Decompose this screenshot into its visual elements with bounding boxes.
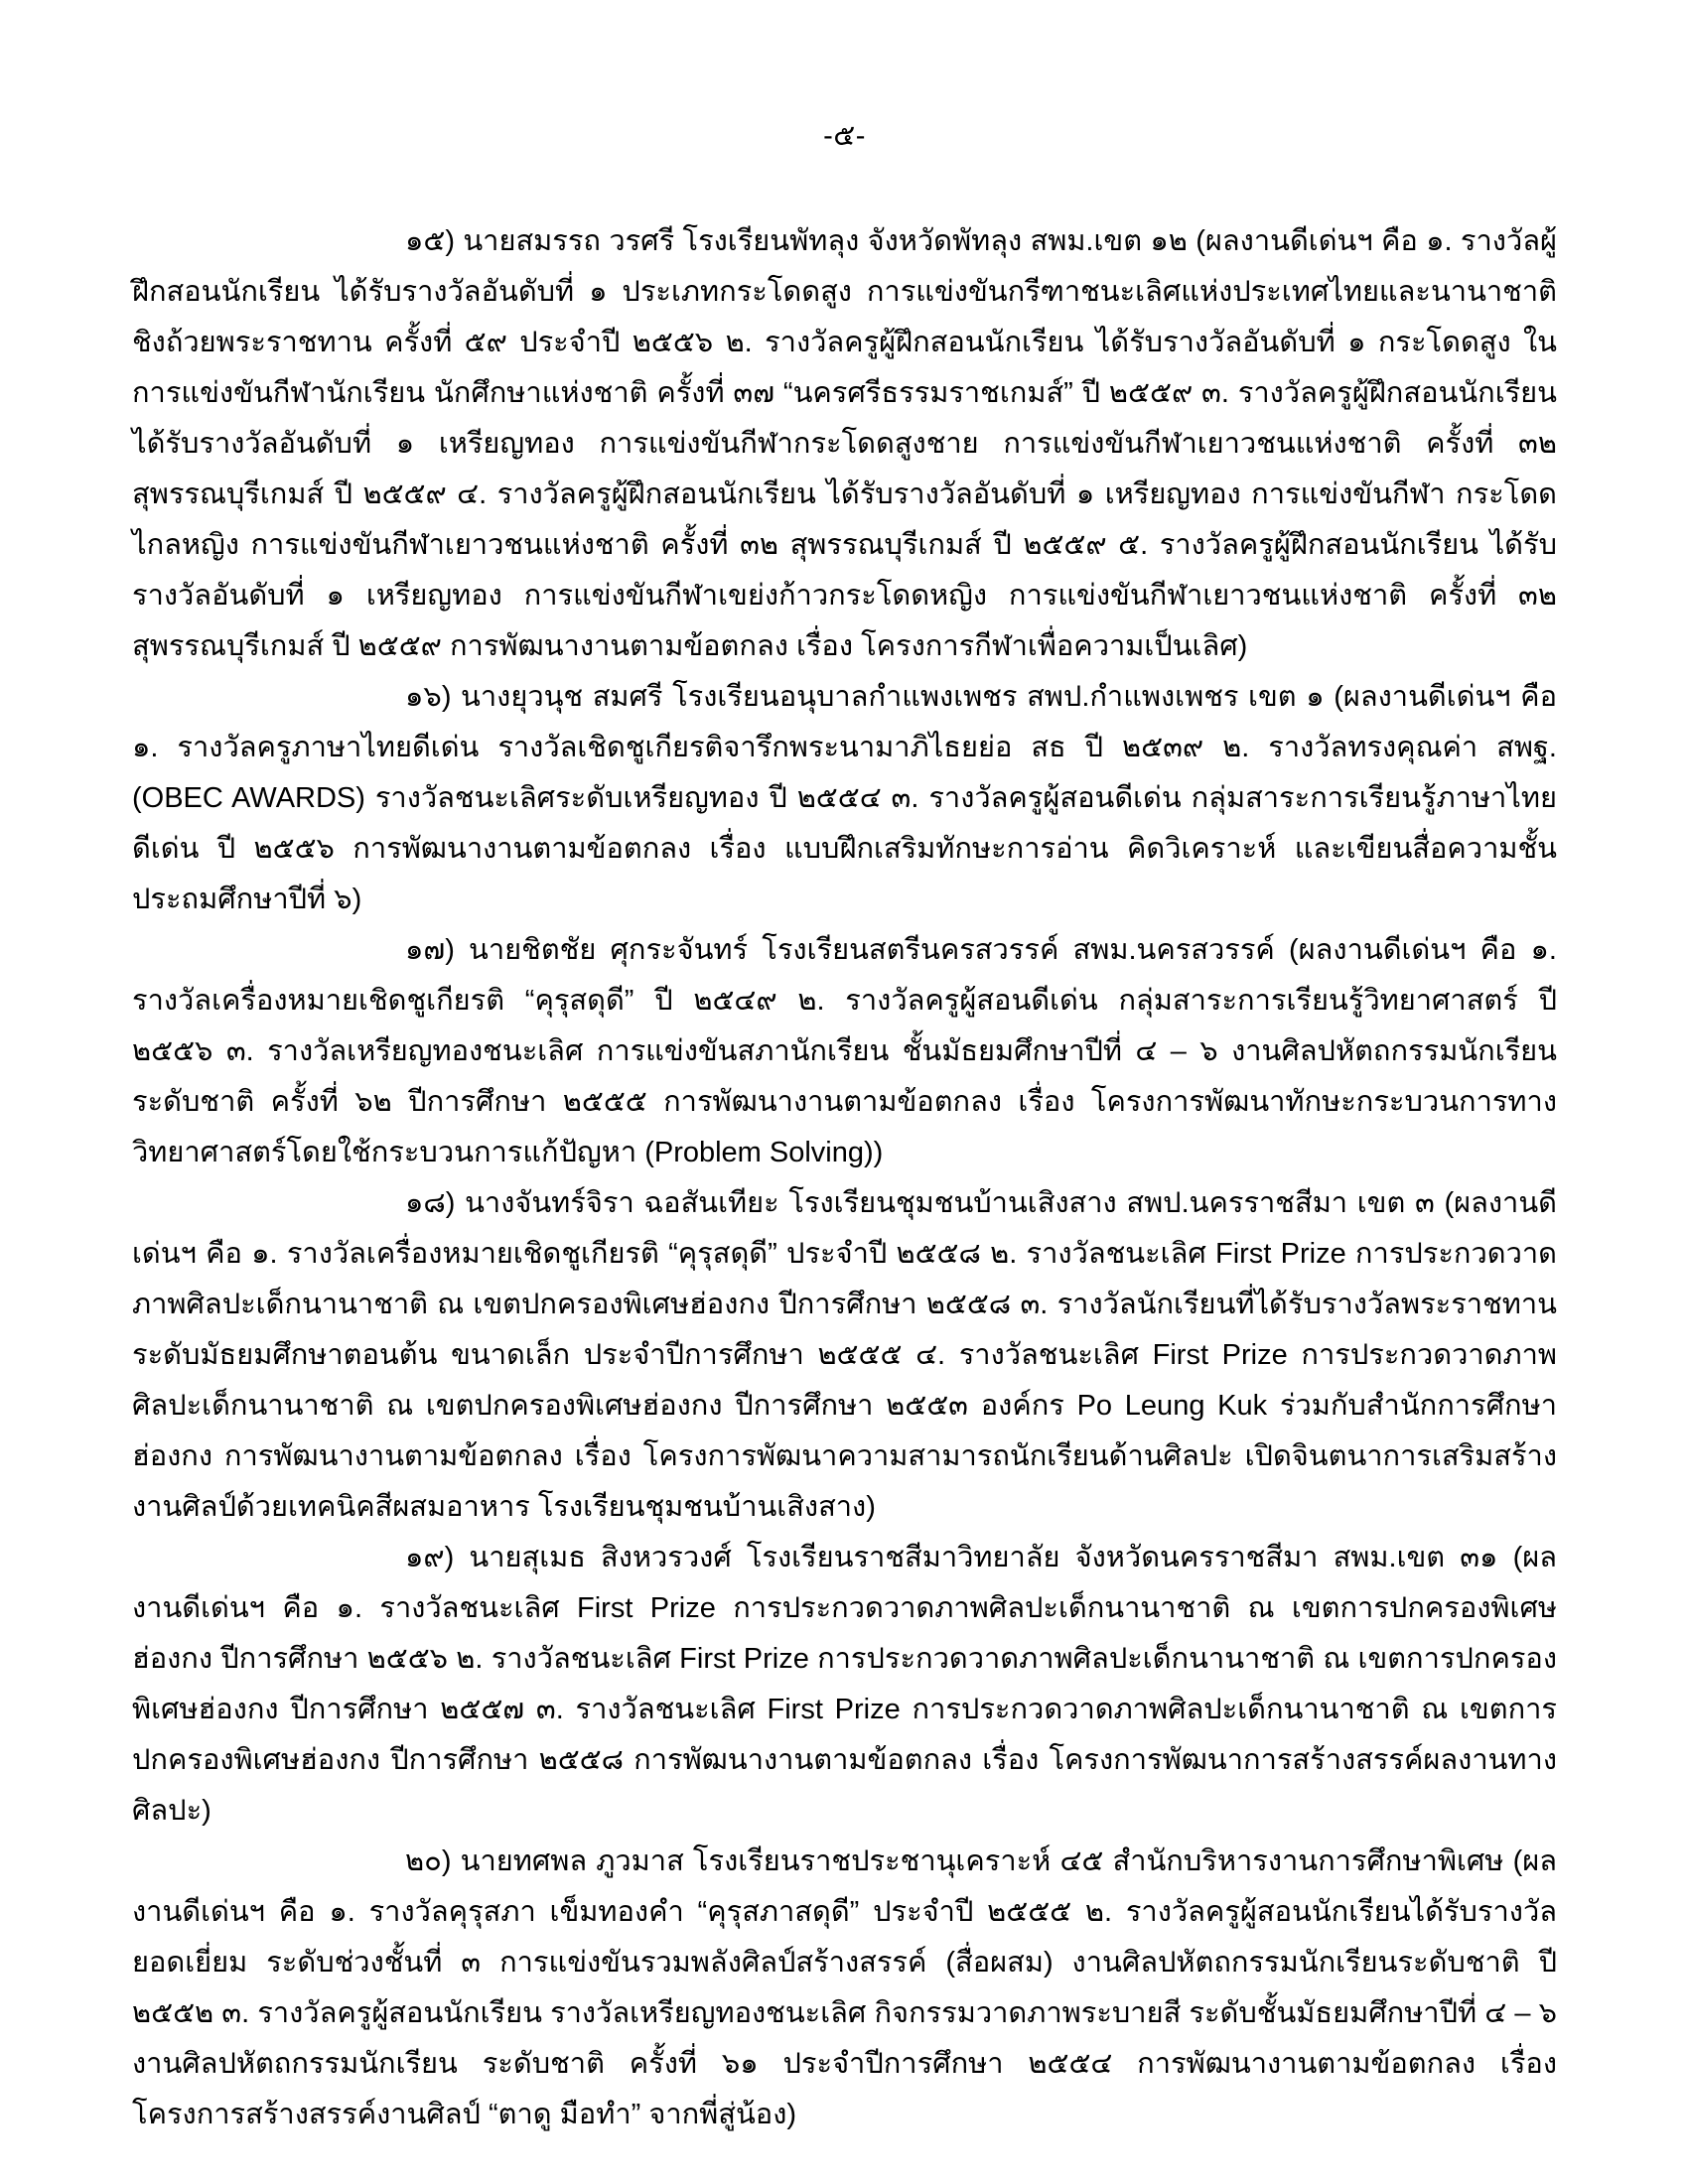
paragraph-item-16: ๑๖) นางยุวนุช สมศรี โรงเรียนอนุบาลกำแพงเพชร สพป.กำแพงเพชร เขต ๑ (ผลงานดีเด่นฯ คือ ๑. รางวัลครูภาษาไทยดีเด่น รางวัลเชิดชูเกียรติจารึกพระนามาภิไธยย่อ สธ ปี ๒๕๓๙ ๒. รางวัลทรงคุณค่า สพฐ. (OBEC AWARDS) รางวัลชนะเลิศระดับเหรียญทอง ปี ๒๕๕๔ ๓. รางวัลครูผู้สอนดีเด่น กลุ่มสาระการเรียนรู้ภาษาไทยดีเด่น ปี ๒๕๕๖ การพัฒนางานตามข้อตกลง เรื่อง แบบฝึกเสริมทักษะการอ่าน คิดวิเคราะห์ และเขียนสื่อความชั้นประถมศึกษาปีที่ ๖) (132, 681, 1557, 915)
page-number: -๕- (823, 120, 866, 152)
paragraph-item-15: ๑๕) นายสมรรถ วรศรี โรงเรียนพัทลุง จังหวัดพัทลุง สพม.เขต ๑๒ (ผลงานดีเด่นฯ คือ ๑. รางวัลผู้ฝึกสอนนักเรียน ได้รับรางวัลอันดับที่ ๑ ประเภทกระโดดสูง การแข่งขันกรีฑาชนะเลิศแห่งประเทศไทยและนานาชาติชิงถ้วยพระราชทาน ครั้งที่ ๕๙ ประจำปี ๒๕๕๖ ๒. รางวัลครูผู้ฝึกสอนนักเรียน ได้รับรางวัลอันดับที่ ๑ กระโดดสูง ในการแข่งขันกีฬานักเรียน นักศึกษาแห่งชาติ ครั้งที่ ๓๗ “นครศรีธรรมราชเกมส์” ปี ๒๕๕๙ ๓. รางวัลครูผู้ฝึกสอนนักเรียน ได้รับรางวัลอันดับที่ ๑ เหรียญทอง การแข่งขันกีฬากระโดดสูงชาย การแข่งขันกีฬาเยาวชนแห่งชาติ ครั้งที่ ๓๒ สุพรรณบุรีเกมส์ ปี ๒๕๕๙ ๔. รางวัลครูผู้ฝึกสอนนักเรียน ได้รับรางวัลอันดับที่ ๑ เหรียญทอง การแข่งขันกีฬา กระโดดไกลหญิง การแข่งขันกีฬาเยาวชนแห่งชาติ ครั้งที่ ๓๒ สุพรรณบุรีเกมส์ ปี ๒๕๕๙ ๕. รางวัลครูผู้ฝึกสอนนักเรียน ได้รับรางวัลอันดับที่ ๑ เหรียญทอง การแข่งขันกีฬาเขย่งก้าวกระโดดหญิง การแข่งขันกีฬาเยาวชนแห่งชาติ ครั้งที่ ๓๒ สุพรรณบุรีเกมส์ ปี ๒๕๕๙ การพัฒนางานตามข้อตกลง เรื่อง โครงการกีฬาเพื่อความเป็นเลิศ) (132, 225, 1557, 662)
paragraph-item-17: ๑๗) นายชิตชัย ศุกระจันทร์ โรงเรียนสตรีนครสวรรค์ สพม.นครสวรรค์ (ผลงานดีเด่นฯ คือ ๑. รางวัลเครื่องหมายเชิดชูเกียรติ “คุรุสดุดี” ปี ๒๕๔๙ ๒. รางวัลครูผู้สอนดีเด่น กลุ่มสาระการเรียนรู้วิทยาศาสตร์ ปี ๒๕๕๖ ๓. รางวัลเหรียญทองชนะเลิศ การแข่งขันสภานักเรียน ชั้นมัธยมศึกษาปีที่ ๔ – ๖ งานศิลปหัตถกรรมนักเรียน ระดับชาติ ครั้งที่ ๖๒ ปีการศึกษา ๒๕๕๕ การพัฒนางานตามข้อตกลง เรื่อง โครงการพัฒนาทักษะกระบวนการทางวิทยาศาสตร์โดยใช้กระบวนการแก้ปัญหา (Problem Solving)) (132, 934, 1557, 1168)
paragraph-item-19: ๑๙) นายสุเมธ สิงหวรวงศ์ โรงเรียนราชสีมาวิทยาลัย จังหวัดนครราชสีมา สพม.เขต ๓๑ (ผลงานดีเด่นฯ คือ ๑. รางวัลชนะเลิศ First Prize การประกวดวาดภาพศิลปะเด็กนานาชาติ ณ เขตการปกครองพิเศษฮ่องกง ปีการศึกษา ๒๕๕๖ ๒. รางวัลชนะเลิศ First Prize การประกวดวาดภาพศิลปะเด็กนานาชาติ ณ เขตการปกครองพิเศษฮ่องกง ปีการศึกษา ๒๕๕๗ ๓. รางวัลชนะเลิศ First Prize การประกวดวาดภาพศิลปะเด็กนานาชาติ ณ เขตการปกครองพิเศษฮ่องกง ปีการศึกษา ๒๕๕๘ การพัฒนางานตามข้อตกลง เรื่อง โครงการพัฒนาการสร้างสรรค์ผลงานทางศิลปะ) (132, 1542, 1557, 1827)
paragraph-item-20: ๒๐) นายทศพล ภูวมาส โรงเรียนราชประชานุเคราะห์ ๔๕ สำนักบริหารงานการศึกษาพิเศษ (ผลงานดีเด่นฯ คือ ๑. รางวัลคุรุสภา เข็มทองคำ “คุรุสภาสดุดี” ประจำปี ๒๕๕๕ ๒. รางวัลครูผู้สอนนักเรียนได้รับรางวัลยอดเยี่ยม ระดับช่วงชั้นที่ ๓ การแข่งขันรวมพลังศิลป์สร้างสรรค์ (สื่อผสม) งานศิลปหัตถกรรมนักเรียนระดับชาติ ปี ๒๕๕๒ ๓. รางวัลครูผู้สอนนักเรียน รางวัลเหรียญทองชนะเลิศ กิจกรรมวาดภาพระบายสี ระดับชั้นมัธยมศึกษาปีที่ ๔ – ๖ งานศิลปหัตถกรรมนักเรียน ระดับชาติ ครั้งที่ ๖๑ ประจำปีการศึกษา ๒๕๕๔ การพัฒนางานตามข้อตกลง เรื่อง โครงการสร้างสรรค์งานศิลป์ “ตาดู มือทำ” จากพี่สู่น้อง) (132, 1845, 1557, 2130)
document-body (132, 216, 1557, 2140)
paragraph-item-18: ๑๘) นางจันทร์จิรา ฉอสันเทียะ โรงเรียนชุมชนบ้านเสิงสาง สพป.นครราชสีมา เขต ๓ (ผลงานดีเด่นฯ คือ ๑. รางวัลเครื่องหมายเชิดชูเกียรติ “คุรุสดุดี” ประจำปี ๒๕๕๘ ๒. รางวัลชนะเลิศ First Prize การประกวดวาดภาพศิลปะเด็กนานาชาติ ณ เขตปกครองพิเศษฮ่องกง ปีการศึกษา ๒๕๕๘ ๓. รางวัลนักเรียนที่ได้รับรางวัลพระราชทาน ระดับมัธยมศึกษาตอนต้น ขนาดเล็ก ประจำปีการศึกษา ๒๕๕๕ ๔. รางวัลชนะเลิศ First Prize การประกวดวาดภาพศิลปะเด็กนานาชาติ ณ เขตปกครองพิเศษฮ่องกง ปีการศึกษา ๒๕๕๓ องค์กร Po Leung Kuk ร่วมกับสำนักการศึกษาฮ่องกง การพัฒนางานตามข้อตกลง เรื่อง โครงการพัฒนาความสามารถนักเรียนด้านศิลปะ เปิดจินตนาการเสริมสร้างงานศิลป์ด้วยเทคนิคสีผสมอาหาร โรงเรียนชุมชนบ้านเสิงสาง) (132, 1187, 1557, 1523)
